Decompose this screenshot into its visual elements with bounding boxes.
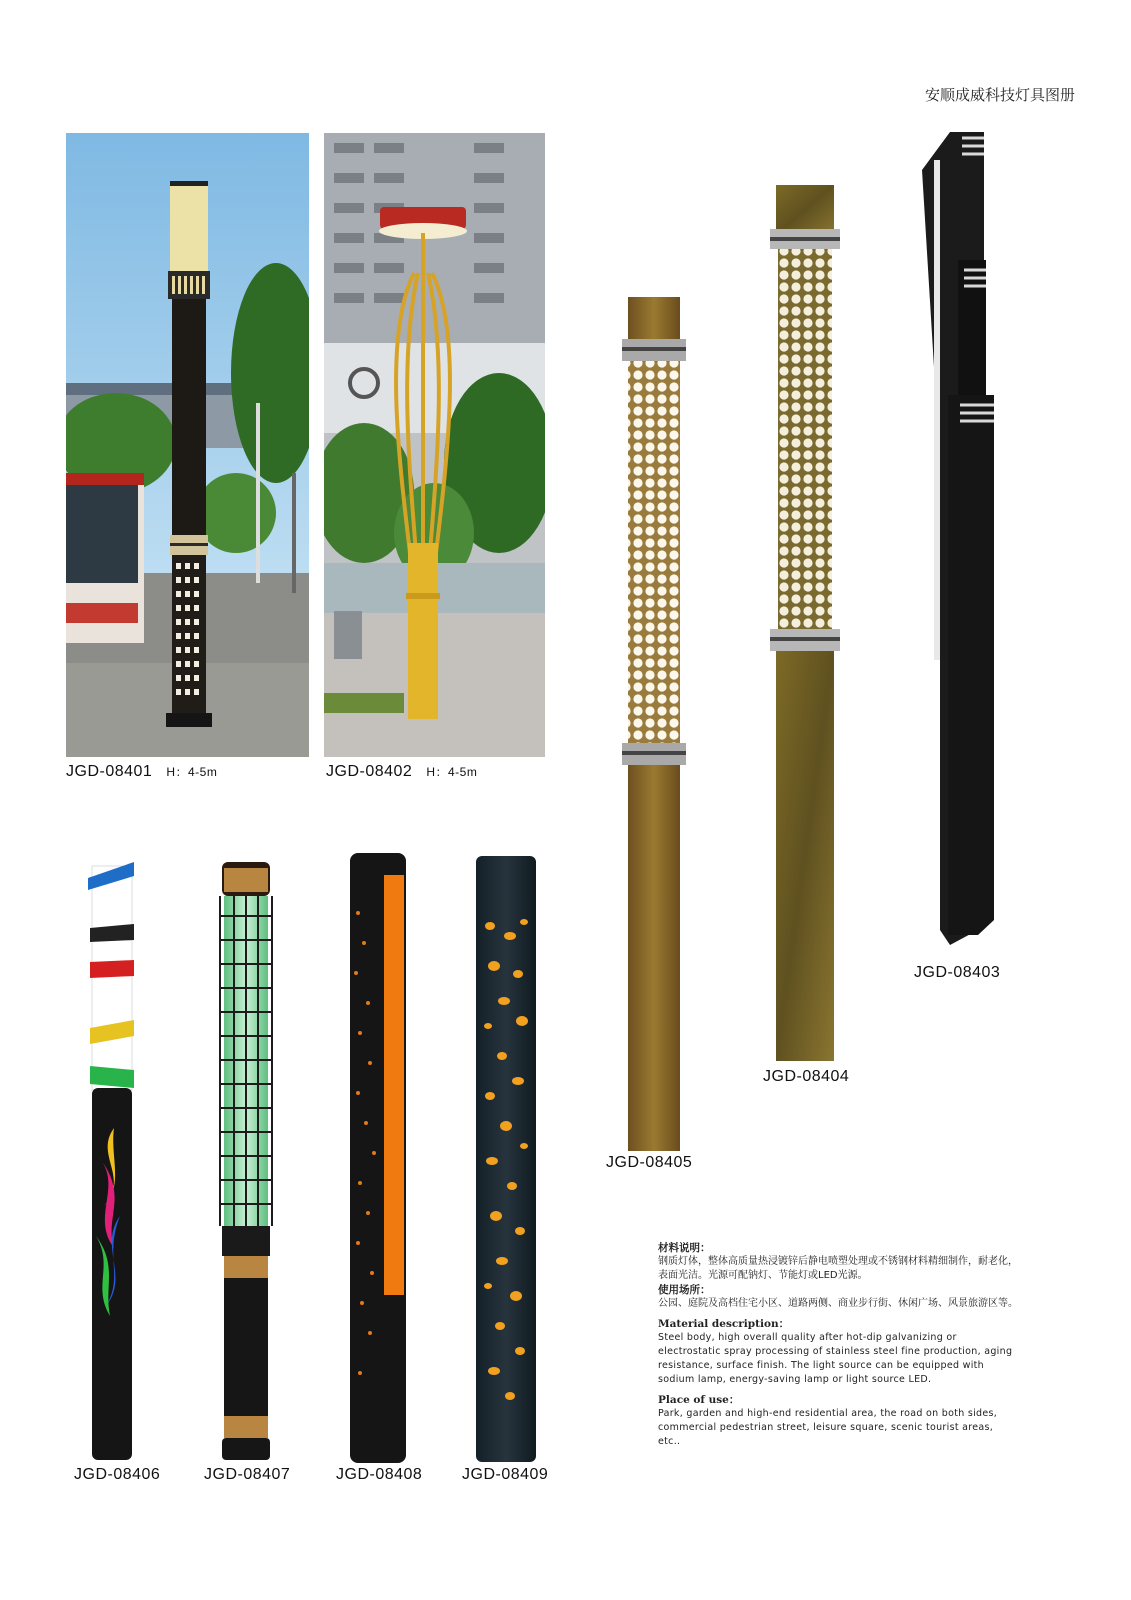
caption-08406 (74, 1466, 160, 1484)
product-height: H：4-5m (426, 765, 478, 779)
caption-08403 (914, 964, 1000, 982)
product-code: JGD-08406 (74, 1466, 161, 1483)
product-code: JGD-08405 (606, 1154, 693, 1171)
product-photo-08401 (66, 133, 309, 757)
product-pole-08404 (766, 185, 844, 1063)
product-pole-08406 (84, 856, 140, 1462)
product-code: JGD-08401 (66, 763, 153, 780)
caption-08409 (462, 1466, 548, 1484)
product-pole-08407 (216, 860, 276, 1462)
caption-08407 (204, 1466, 290, 1484)
usage-text-en: Park, garden and high-end residential area, the road on both sides, commercial pedestrian street, leisure square, scenic tourist areas, etc.. (658, 1408, 998, 1447)
usage-text: 公园、庭院及高档住宅小区、道路两侧、商业步行街、休闲广场、风景旅游区等。 (658, 1298, 1018, 1309)
usage-title-en: Place of use： (658, 1394, 740, 1406)
product-pole-08408 (348, 853, 408, 1463)
product-pole-08409 (474, 856, 538, 1462)
material-text-en: Steel body, high overall quality after hot-dip galvanizing or electrostatic spray processing of stainless steel fine production, aging resistance, surface finish. The light source can be equipped with sodium lamp, energy-saving lamp or light source LED. (658, 1332, 1013, 1385)
product-photo-08402 (324, 133, 545, 757)
product-pole-08403 (920, 130, 1000, 950)
caption-08404 (763, 1068, 849, 1086)
product-code: JGD-08402 (326, 763, 413, 780)
catalog-header: 安顺成威科技灯具图册 (924, 86, 1075, 104)
usage-title: 使用场所： (658, 1284, 711, 1296)
caption-08408 (336, 1466, 422, 1484)
material-text: 钢质灯体，整体高质量热浸镀锌后静电喷塑处理或不锈钢材料精细制作，耐老化，表面光洁。光源可配钠灯、节能灯或LED光源。 (658, 1256, 1018, 1281)
product-pole-08405 (620, 297, 688, 1153)
product-description (658, 1241, 1018, 1449)
product-code: JGD-08407 (204, 1466, 291, 1483)
product-code: JGD-08408 (336, 1466, 423, 1483)
caption-08401 (66, 763, 217, 781)
product-code: JGD-08403 (914, 964, 1001, 981)
caption-08402 (326, 763, 477, 781)
material-title: 材料说明： (658, 1242, 711, 1254)
product-height: H：4-5m (166, 765, 218, 779)
caption-08405 (606, 1154, 692, 1172)
material-title-en: Material description： (658, 1318, 790, 1330)
product-code: JGD-08409 (462, 1466, 549, 1483)
product-code: JGD-08404 (763, 1068, 850, 1085)
